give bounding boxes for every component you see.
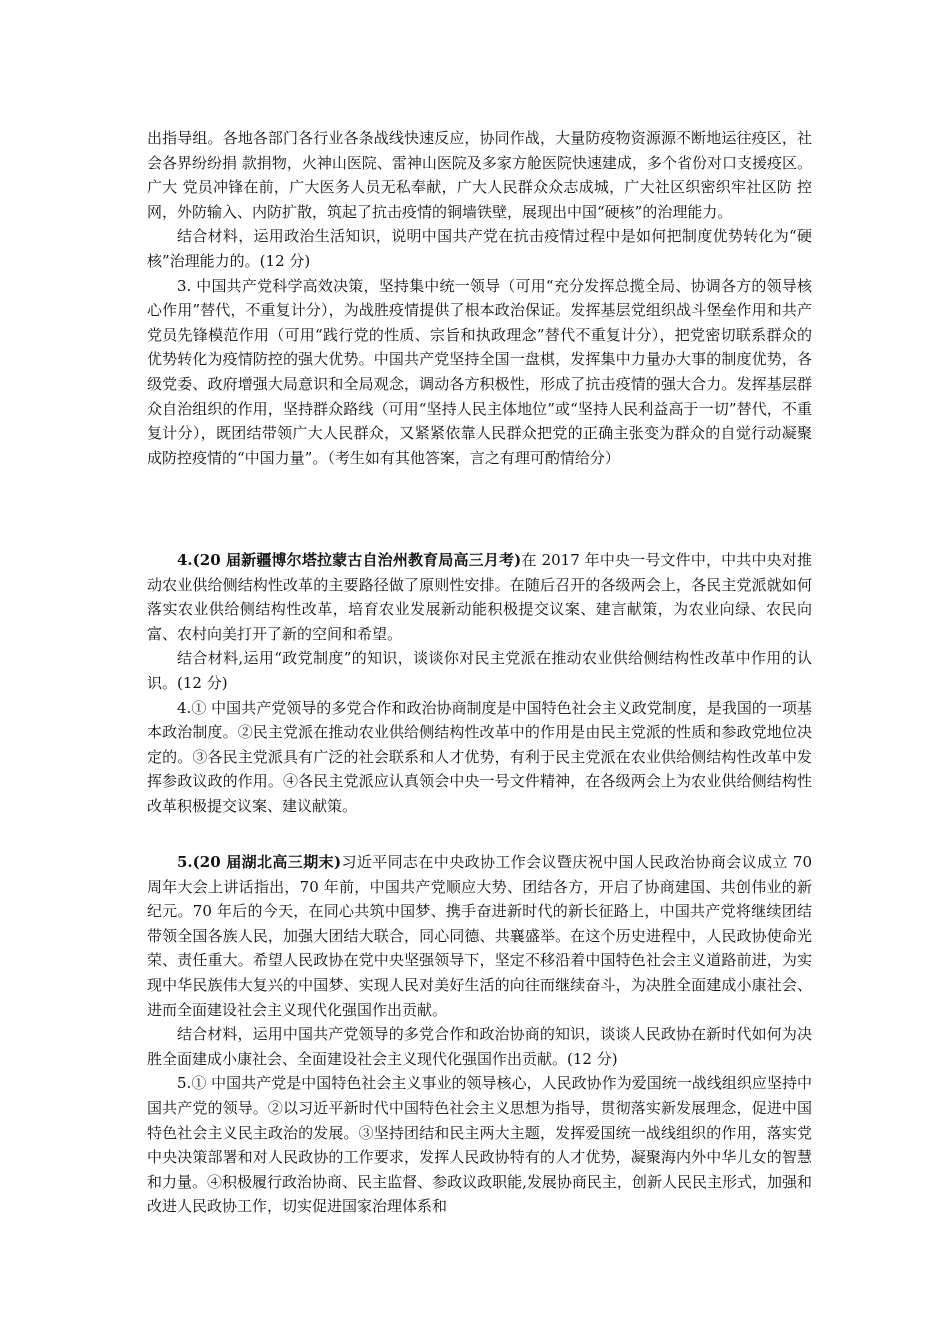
q3-material-tail: 出指导组。各地各部门各行业各条战线快速反应，协同作战，大量防疫物资源源不断地运往疫区，社会各界纷纷捐 款捐物，火神山医院、雷神山医院及多家方舱医院快速建成，多个省份对口支援疫区。广大 党员冲锋在前，广大医务人员无私奉献，广大人民群众众志成城，广大社区织密织牢社区防 控网，外防输入、内防扩散，筑起了抗击疫情的铜墙铁壁，展现出中国“硬核”的治理能力。 — [147, 129, 812, 221]
q5-stem — [147, 850, 812, 1022]
q5-source: 5.(20 届湖北高三期末) — [177, 853, 342, 871]
q5-material: 习近平同志在中央政协工作会议暨庆祝中国人民政治协商会议成立 70 周年大会上讲话指出，70 年前，中国共产党顺应大势、团结各方，开启了协商建国、共创伟业的新纪元。70 年后的今天，在同心共筑中国梦、携手奋进新时代的新长征路上，中国共产党将继续团结带领全国各族人民，加强大团结大联合，同心同德、共襄盛举。在这个历史进程中，人民政协使命光荣、责任重大。希望人民政协在党中央坚强领导下，坚定不移沿着中国特色社会主义道路前进，为实现中华民族伟大复兴的中国梦、实现人民对美好生活的向往而继续奋斗，为决胜全面建成小康社会、进而全面建设社会主义现代化强国作出贡献。 — [147, 853, 813, 1019]
q5-answer: 5.① 中国共产党是中国特色社会主义事业的领导核心，人民政协作为爱国统一战线组织应坚持中国共产党的领导。②以习近平新时代中国特色社会主义思想为指导，贯彻落实新发展理念，促进中国特色社会主义民主政治的发展。③坚持团结和民主两大主题，发挥爱国统一战线组织的作用，落实党中央决策部署和对人民政协的工作要求，发挥人民政协特有的人才优势，凝聚海内外中华儿女的智慧和力量。④积极履行政治协商、民主监督、参政议政职能,发展协商民主，创新人民民主形式，加强和改进人民政协工作，切实促进国家治理体系和 — [147, 1074, 812, 1216]
q4-answer: 4.① 中国共产党领导的多党合作和政治协商制度是中国特色社会主义政党制度，是我国的一项基本政治制度。②民主党派在推动农业供给侧结构性改革中的作用是由民主党派的性质和参政党地位决定的。③各民主党派具有广泛的社会联系和人才优势，有利于民主党派在农业供给侧结构性改革中发挥参政议政的作用。④各民主党派应认真领会中央一号文件精神，在各级两会上为农业供给侧结构性改革积极提交议案、建议献策。 — [147, 698, 812, 815]
q4-stem — [147, 548, 812, 646]
question-5-section — [147, 850, 812, 1219]
q5-question: 结合材料，运用中国共产党领导的多党合作和政治协商的知识，谈谈人民政协在新时代如何为决胜全面建成小康社会、全面建设社会主义现代化强国作出贡献。(12 分) — [147, 1025, 812, 1068]
question-3-section — [147, 126, 812, 470]
q4-source: 4.(20 届新疆博尔塔拉蒙古自治州教育局高三月考) — [177, 551, 522, 569]
q3-question: 结合材料，运用政治生活知识，说明中国共产党在抗击疫情过程中是如何把制度优势转化为“硬核”治理能力的。(12 分) — [147, 227, 812, 270]
question-4-section — [147, 548, 812, 819]
q4-material: 在 2017 年中央一号文件中，中共中央对推动农业供给侧结构性改革的主要路径做了原则性安排。在随后召开的各级两会上，各民主党派就如何落实农业供给侧结构性改革，培育农业发展新动能积极提交议案、建言献策，为农业向绿、农民向富、农村向美打开了新的空间和希望。 — [147, 551, 813, 643]
q4-question: 结合材料,运用“政党制度”的知识，谈谈你对民主党派在推动农业供给侧结构性改革中作用的认识。(12 分) — [147, 649, 812, 692]
q3-answer: 3. 中国共产党科学高效决策，坚持集中统一领导（可用“充分发挥总揽全局、协调各方的领导核心作用”替代，不重复计分），为战胜疫情提供了根本政治保证。发挥基层党组织战斗堡垒作用和共产党员先锋模范作用（可用“践行党的性质、宗旨和执政理念”替代不重复计分），把党密切联系群众的优势转化为疫情防控的强大优势。中国共产党坚持全国一盘棋，发挥集中力量办大事的制度优势，各级党委、政府增强大局意识和全局观念，调动各方积极性，形成了抗击疫情的强大合力。发挥基层群众自治组织的作用，坚持群众路线（可用“坚持人民主体地位”或“坚持人民利益高于一切”替代，不重复计分），既团结带领广大人民群众，又紧紧依靠人民群众把党的正确主张变为群众的自觉行动凝聚成防控疫情的“中国力量”。（考生如有其他答案，言之有理可酌情给分） — [147, 276, 812, 467]
